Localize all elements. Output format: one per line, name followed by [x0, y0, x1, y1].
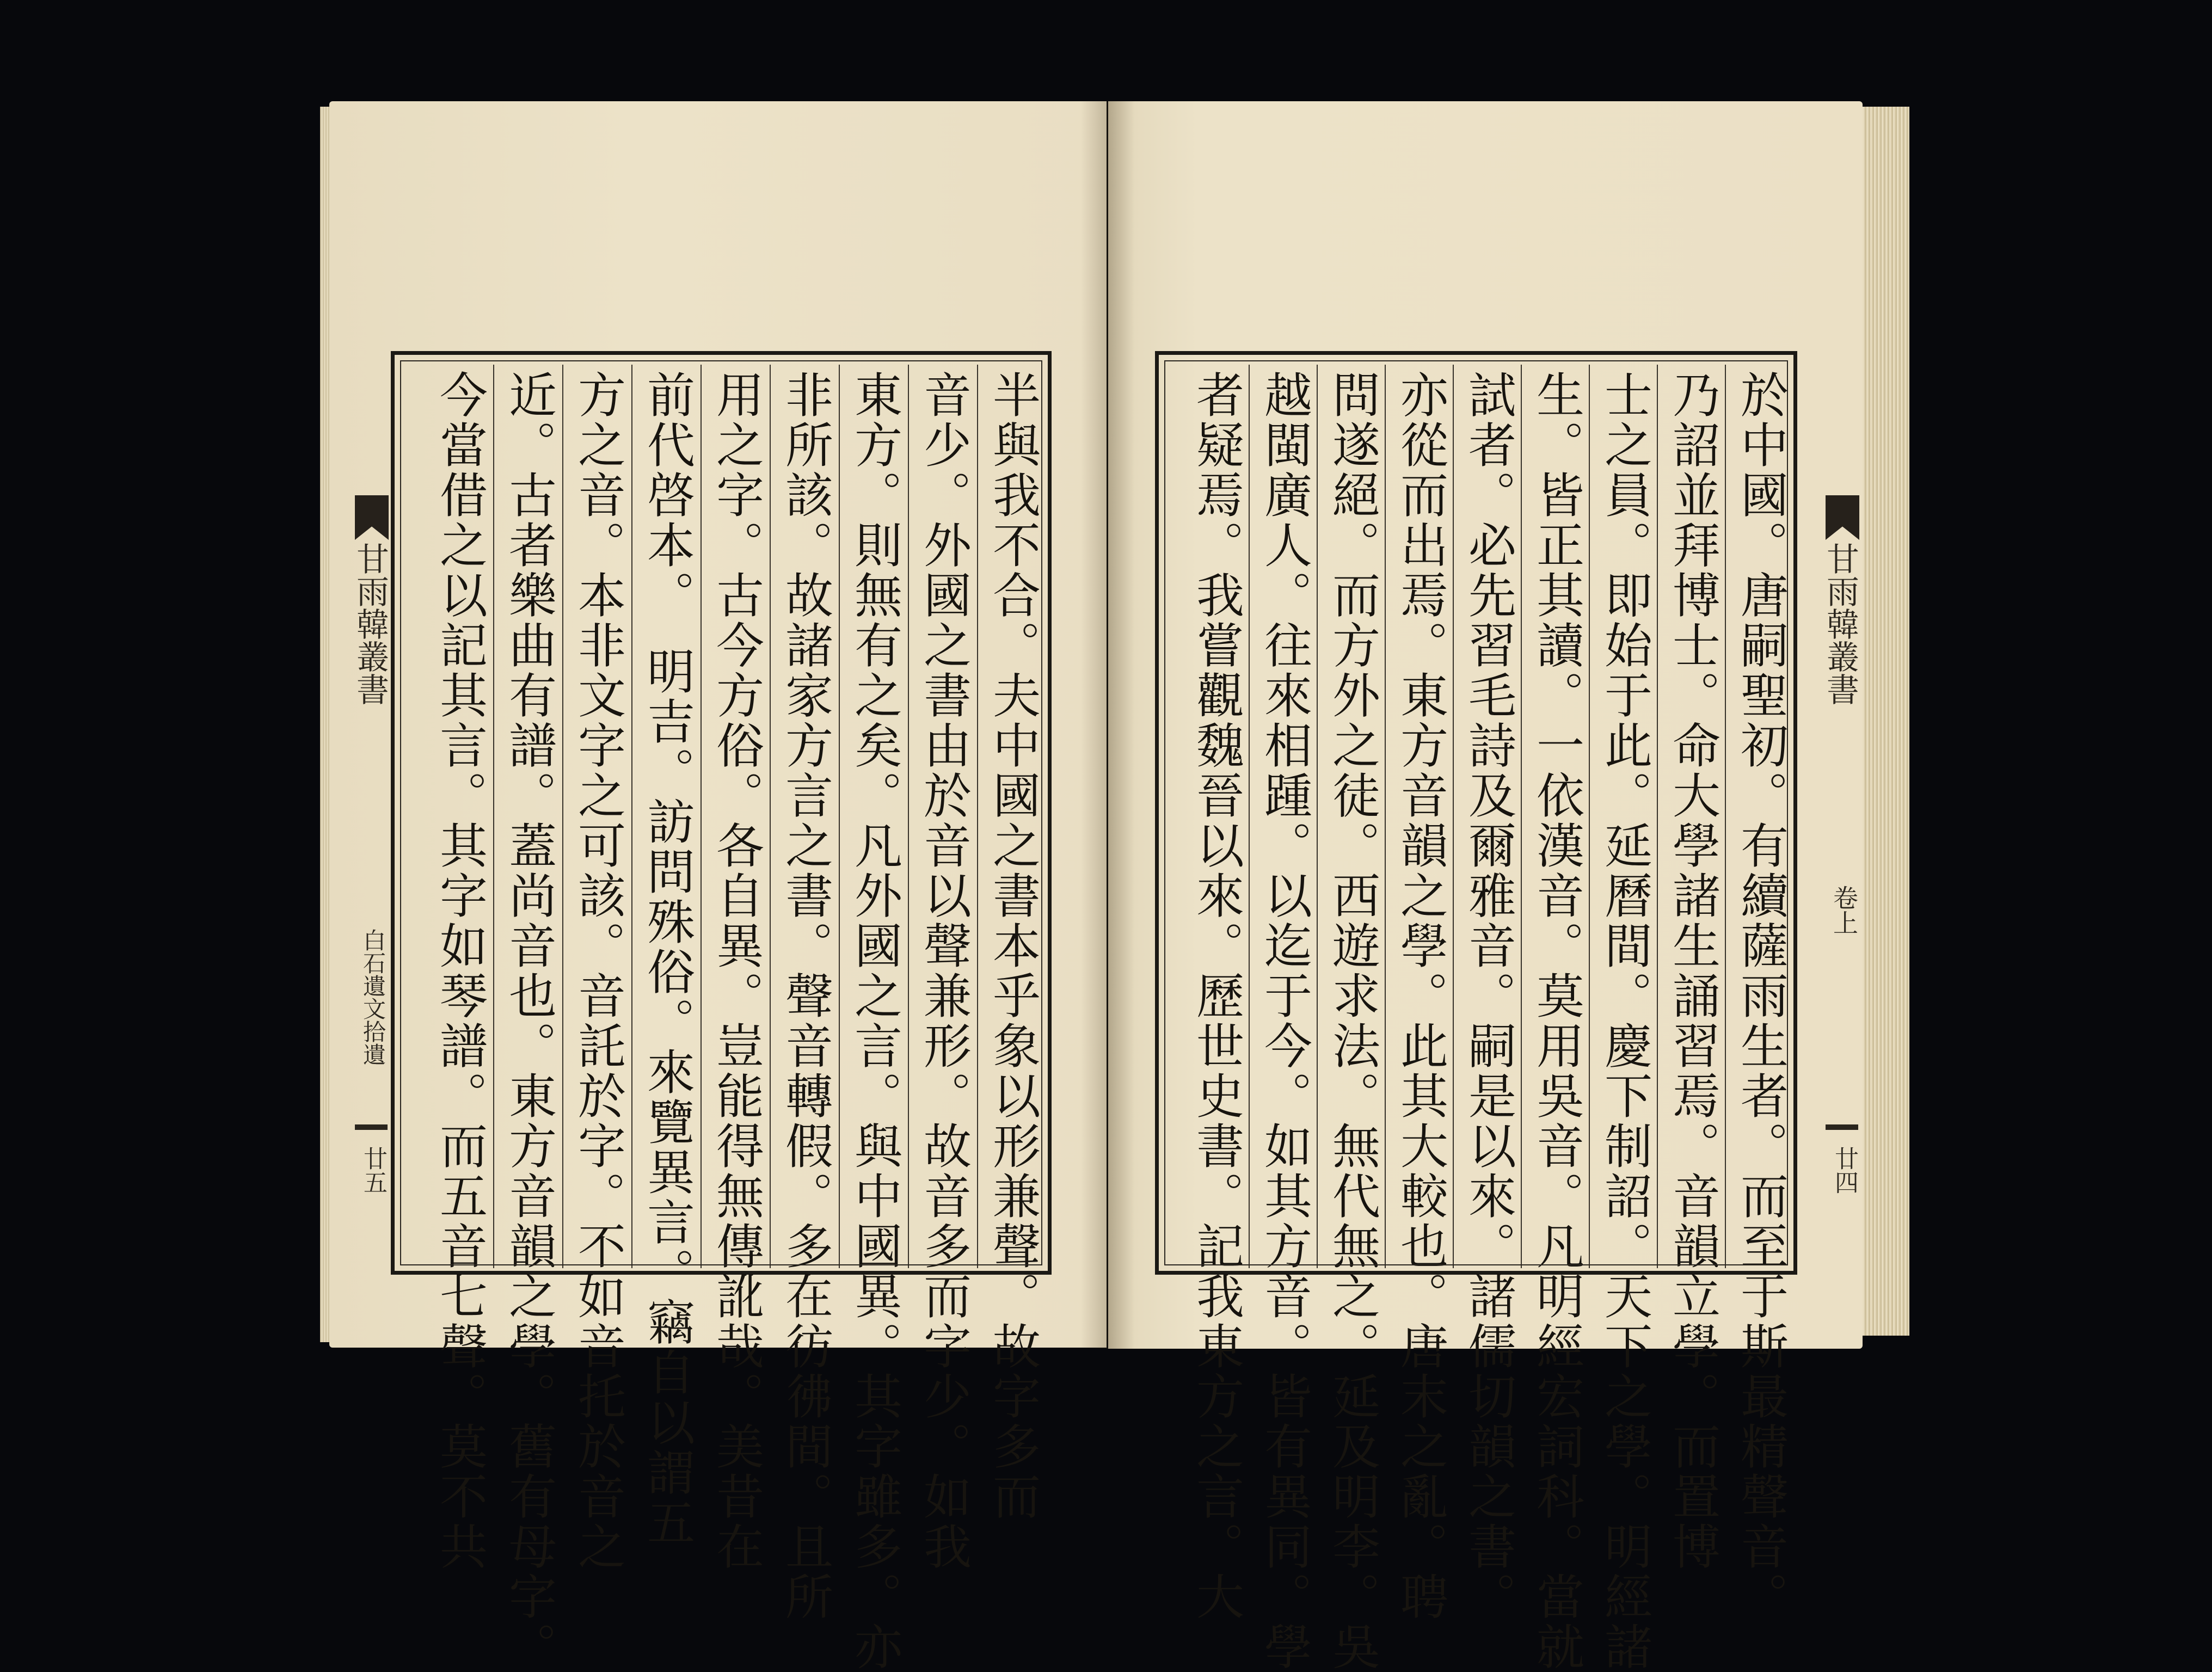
- right-column-2: 乃詔並拜博士。命大學諸生誦習焉。音韻立學。而置博: [1665, 370, 1721, 1572]
- right-column-rule: [1657, 365, 1658, 1268]
- left-column-8: 近。古者樂曲有譜。蓋尚音也。東方音韻之學。舊有母字。: [501, 370, 557, 1672]
- left-margin-subtitle: 白石遺文拾遺: [360, 929, 386, 1066]
- left-column-rule: [562, 365, 563, 1268]
- right-page-edge-stack: [1861, 107, 1909, 1336]
- right-column-rule: [1589, 365, 1590, 1268]
- right-page: [1108, 101, 1863, 1672]
- left-column-rule: [908, 365, 909, 1268]
- left-column-4: 非所該。故諸家方言之書。聲音轉假。多在彷彿間。且所: [778, 370, 834, 1622]
- left-margin-title: 甘雨韓叢書: [351, 542, 389, 705]
- right-margin-leaf-number: 廿四: [1830, 1146, 1858, 1194]
- left-column-7: 方之音。本非文字之可該。音託於字。不如音托於音之: [570, 370, 626, 1572]
- left-column-2: 音少。外國之書由於音以聲兼形。故音多而字少。如我: [916, 370, 972, 1572]
- left-column-rule: [493, 365, 494, 1268]
- left-fish-tail-mark: [355, 495, 389, 540]
- right-column-7: 問遂絕。而方外之徒。西遊求法。無代無之。延及明李。吳: [1325, 370, 1381, 1672]
- left-column-rule: [631, 365, 632, 1268]
- right-column-3: 士之員。即始于此。延曆間。慶下制詔。天下之學。明經諸: [1597, 370, 1653, 1672]
- left-column-3: 東方。則無有之矣。凡外國之言。與中國異。其字雖多。亦: [847, 370, 903, 1672]
- right-margin-title: 甘雨韓叢書: [1821, 542, 1859, 705]
- right-column-rule: [1453, 365, 1454, 1268]
- right-column-9: 者疑焉。我嘗觀魏晉以來。歷世史書。記我東方之言。大: [1189, 370, 1245, 1622]
- left-column-1: 半與我不合。夫中國之書本乎象以形兼聲。故字多而: [985, 370, 1041, 1522]
- right-fish-tail-mark: [1826, 495, 1859, 540]
- right-column-4: 生。皆正其讀。一依漢音。莫用吳音。凡明經宏詞科。當就: [1529, 370, 1585, 1672]
- left-column-6: 前代啓本。 明吉。訪問殊俗。來覽異言。竊自以謂五: [640, 370, 696, 1548]
- left-margin-leaf-number: 廿五: [359, 1146, 387, 1194]
- left-page: [329, 101, 1107, 1672]
- left-folio-rule: [355, 1124, 388, 1130]
- left-column-rule: [770, 365, 771, 1268]
- left-column-rule: [701, 365, 702, 1268]
- left-column-rule: [839, 365, 840, 1268]
- right-column-8: 越閩廣人。往來相踵。以迄于今。如其方音。皆有異同。學: [1257, 370, 1313, 1672]
- right-column-5: 試者。必先習毛詩及爾雅音。嗣是以來。諸儒切韻之書。: [1461, 370, 1517, 1622]
- right-folio-rule: [1826, 1124, 1858, 1130]
- right-column-rule: [1249, 365, 1250, 1268]
- right-margin-volume: 卷上: [1829, 885, 1859, 935]
- left-text-frame: [391, 351, 1052, 1672]
- right-column-rule: [1521, 365, 1522, 1268]
- left-column-9: 今當借之以記其言。其字如琴譜。而五音七聲。莫不共: [432, 370, 488, 1572]
- book-gutter-shadow: [1080, 101, 1135, 1349]
- right-column-6: 亦從而出焉。東方音韻之學。此其大較也。唐末之亂。聘: [1393, 370, 1449, 1622]
- right-column-rule: [1725, 365, 1726, 1268]
- right-column-rule: [1317, 365, 1318, 1268]
- right-column-rule: [1385, 365, 1386, 1268]
- right-text-frame: [1155, 351, 1797, 1672]
- right-column-1: 於中國。唐嗣聖初。有續薩雨生者。而至于斯最精聲音。: [1733, 370, 1789, 1622]
- left-column-5: 用之字。古今方俗。各自異。豈能得無傳訛哉。美昔在: [709, 370, 765, 1572]
- left-column-rule: [977, 365, 978, 1268]
